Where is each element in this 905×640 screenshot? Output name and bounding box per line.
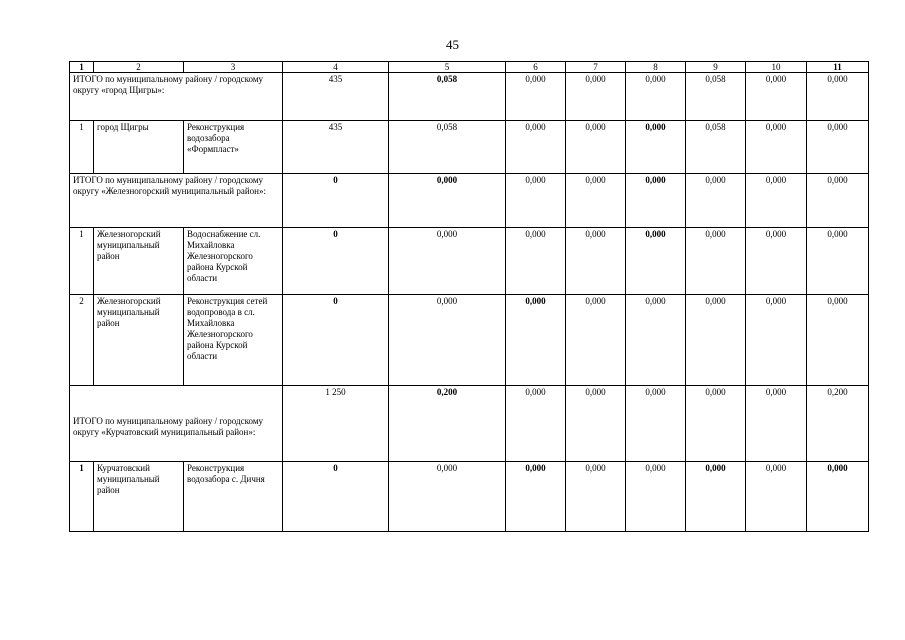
- value-cell: 0,000: [746, 386, 807, 462]
- value-cell: 0,200: [807, 386, 869, 462]
- value-cell: 0,000: [807, 174, 869, 228]
- item-number: 1: [70, 228, 94, 295]
- value-cell: 0,000: [566, 386, 626, 462]
- value-cell: 0,000: [807, 462, 869, 532]
- value-cell: 0,000: [566, 121, 626, 174]
- value-cell: 0,000: [746, 174, 807, 228]
- total-label: ИТОГО по муниципальному району / городскому округу «Курчатовский муниципальный район»:: [70, 386, 283, 462]
- column-header: 7: [566, 62, 626, 73]
- value-cell: 0,058: [686, 73, 746, 121]
- item-area: Железногорский муниципальный район: [94, 295, 184, 386]
- item-object: Реконструкция водозабора «Формпласт»: [184, 121, 283, 174]
- value-cell: 0,000: [506, 228, 566, 295]
- total-row: [70, 386, 869, 462]
- column-header: 4: [283, 62, 389, 73]
- item-object: Водоснабжение сл. Михайловка Железногорского района Курской области: [184, 228, 283, 295]
- item-area: город Щигры: [94, 121, 184, 174]
- value-cell: 0,000: [566, 174, 626, 228]
- column-header: 1: [70, 62, 94, 73]
- value-cell: 0,000: [626, 73, 686, 121]
- item-number: 2: [70, 295, 94, 386]
- value-cell: 0,000: [807, 121, 869, 174]
- value-cell: 0,000: [506, 462, 566, 532]
- value-cell: 0,000: [626, 295, 686, 386]
- value-cell: 0,000: [566, 462, 626, 532]
- total-row: [70, 174, 869, 228]
- investment-table: [69, 61, 869, 532]
- column-header: 10: [746, 62, 807, 73]
- value-cell: 0,000: [389, 228, 506, 295]
- column-header: 3: [184, 62, 283, 73]
- item-row: [70, 228, 869, 295]
- value-cell: 0,000: [686, 174, 746, 228]
- column-header: 6: [506, 62, 566, 73]
- value-cell: 0,000: [506, 121, 566, 174]
- value-cell: 1 250: [283, 386, 389, 462]
- value-cell: 0: [283, 462, 389, 532]
- value-cell: 0,000: [746, 295, 807, 386]
- column-number-header: [70, 62, 869, 73]
- column-header: 5: [389, 62, 506, 73]
- value-cell: 0,000: [506, 295, 566, 386]
- item-row: [70, 462, 869, 532]
- column-header: 9: [686, 62, 746, 73]
- value-cell: 0,000: [807, 228, 869, 295]
- value-cell: 0,000: [626, 174, 686, 228]
- item-object: Реконструкция сетей водопровода в сл. Михайловка Железногорского района Курской области: [184, 295, 283, 386]
- item-object: Реконструкция водозабора с. Дичня: [184, 462, 283, 532]
- value-cell: 0,000: [686, 295, 746, 386]
- value-cell: 0,000: [506, 73, 566, 121]
- value-cell: 0,000: [807, 295, 869, 386]
- page-number: 45: [446, 37, 459, 52]
- item-row: [70, 121, 869, 174]
- item-area: Железногорский муниципальный район: [94, 228, 184, 295]
- value-cell: 0,000: [389, 174, 506, 228]
- value-cell: 0,000: [389, 295, 506, 386]
- total-label: ИТОГО по муниципальному району / городскому округу «Железногорский муниципальный район»:: [70, 174, 283, 228]
- item-number: 1: [70, 462, 94, 532]
- value-cell: 0,000: [807, 73, 869, 121]
- value-cell: 0,000: [506, 174, 566, 228]
- value-cell: 0: [283, 174, 389, 228]
- value-cell: 0,000: [746, 121, 807, 174]
- value-cell: 0,000: [626, 121, 686, 174]
- column-header: 2: [94, 62, 184, 73]
- item-number: 1: [70, 121, 94, 174]
- value-cell: 0,000: [506, 386, 566, 462]
- value-cell: 0,000: [626, 462, 686, 532]
- value-cell: 0,000: [686, 462, 746, 532]
- value-cell: 0,000: [626, 386, 686, 462]
- value-cell: 435: [283, 121, 389, 174]
- value-cell: 0,000: [566, 295, 626, 386]
- value-cell: 0,058: [389, 73, 506, 121]
- total-row: [70, 73, 869, 121]
- value-cell: 0: [283, 295, 389, 386]
- value-cell: 0,058: [686, 121, 746, 174]
- value-cell: 0,000: [626, 228, 686, 295]
- column-header: 11: [807, 62, 869, 73]
- value-cell: 0,000: [389, 462, 506, 532]
- value-cell: 0,000: [686, 228, 746, 295]
- value-cell: 0,000: [566, 73, 626, 121]
- value-cell: 0,000: [686, 386, 746, 462]
- value-cell: 0,000: [746, 228, 807, 295]
- value-cell: 0,200: [389, 386, 506, 462]
- value-cell: 435: [283, 73, 389, 121]
- total-label: ИТОГО по муниципальному району / городскому округу «город Щигры»:: [70, 73, 283, 121]
- value-cell: 0: [283, 228, 389, 295]
- item-row: [70, 295, 869, 386]
- value-cell: 0,000: [746, 73, 807, 121]
- value-cell: 0,058: [389, 121, 506, 174]
- column-header: 8: [626, 62, 686, 73]
- value-cell: 0,000: [746, 462, 807, 532]
- value-cell: 0,000: [566, 228, 626, 295]
- item-area: Курчатовский муниципальный район: [94, 462, 184, 532]
